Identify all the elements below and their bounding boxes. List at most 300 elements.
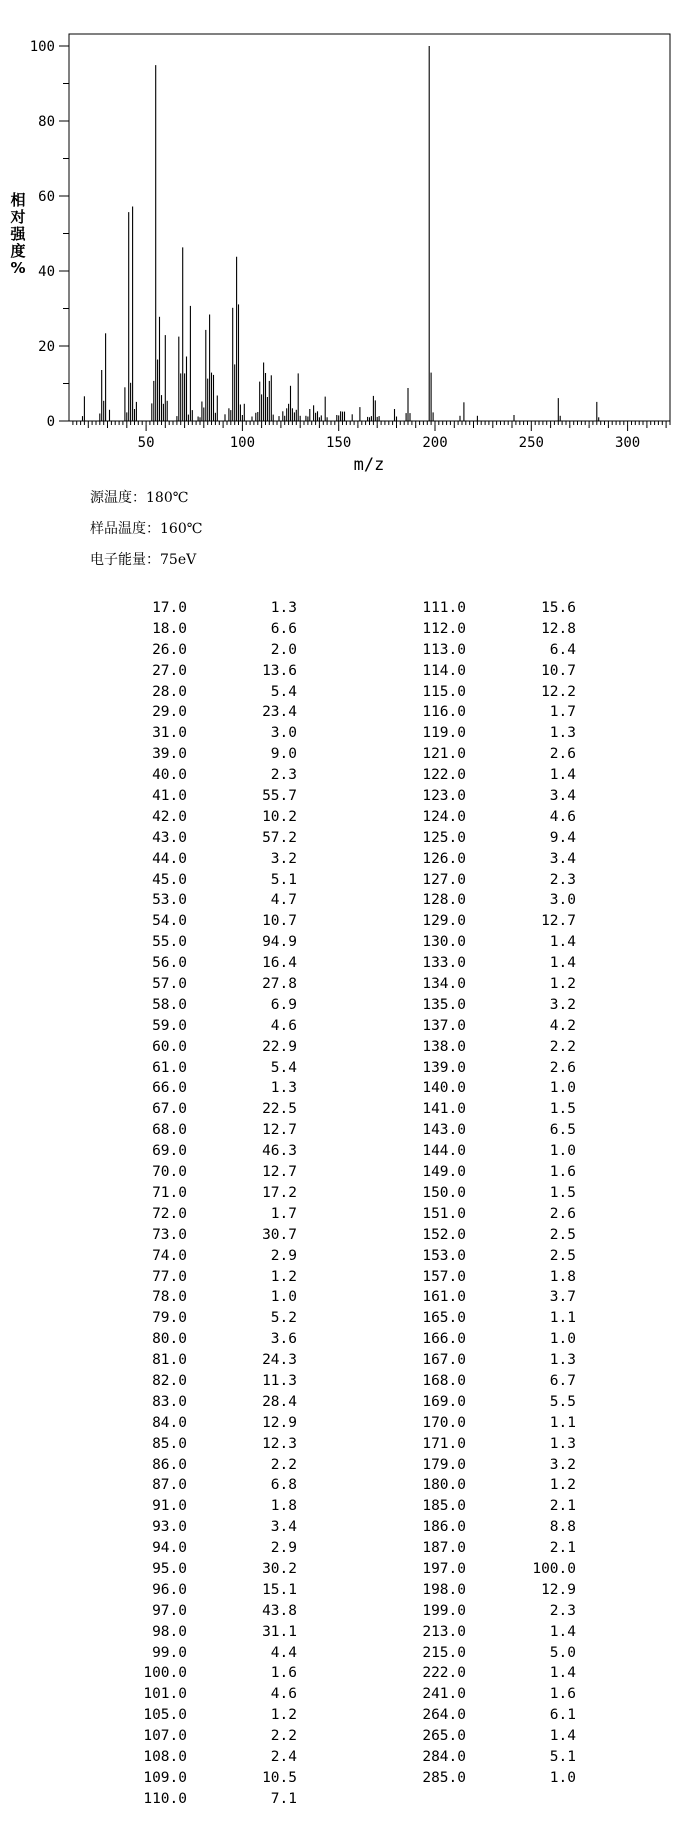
mz-value: 133.0 — [422, 955, 466, 972]
mz-value: 74.0 — [152, 1247, 187, 1264]
x-tick-label: 100 — [229, 435, 256, 451]
table-row — [400, 974, 576, 995]
abundance-value: 6.8 — [270, 1477, 297, 1494]
mz-value: 187.0 — [422, 1540, 466, 1557]
table-row — [400, 828, 576, 849]
mz-value: 54.0 — [152, 913, 187, 930]
mz-value: 241.0 — [422, 1686, 466, 1703]
mz-value: 186.0 — [422, 1519, 466, 1536]
table-row — [121, 932, 297, 953]
mz-value: 61.0 — [152, 1059, 187, 1076]
abundance-value: 16.4 — [262, 955, 297, 972]
abundance-value: 6.5 — [549, 1122, 576, 1139]
mz-value: 222.0 — [422, 1665, 466, 1682]
abundance-value: 1.6 — [270, 1665, 297, 1682]
abundance-value: 94.9 — [262, 934, 297, 951]
mz-value: 99.0 — [152, 1644, 187, 1661]
mz-value: 171.0 — [422, 1435, 466, 1452]
table-row — [400, 1726, 576, 1747]
mz-value: 107.0 — [143, 1728, 187, 1745]
table-row — [400, 1016, 576, 1037]
abundance-value: 1.6 — [549, 1686, 576, 1703]
mz-value: 138.0 — [422, 1038, 466, 1055]
y-tick-label: 0 — [46, 414, 55, 430]
abundance-value: 24.3 — [262, 1352, 297, 1369]
table-row — [121, 1601, 297, 1622]
table-row — [400, 1496, 576, 1517]
abundance-value: 4.6 — [270, 1017, 297, 1034]
abundance-value: 2.6 — [549, 1059, 576, 1076]
table-row — [121, 1726, 297, 1747]
abundance-value: 10.2 — [262, 808, 297, 825]
mz-value: 144.0 — [422, 1143, 466, 1160]
mz-value: 91.0 — [152, 1498, 187, 1515]
mz-value: 87.0 — [152, 1477, 187, 1494]
table-row — [400, 1517, 576, 1538]
table-row — [400, 849, 576, 870]
table-row — [400, 870, 576, 891]
x-tick-label: 300 — [614, 435, 641, 451]
mz-value: 94.0 — [152, 1540, 187, 1557]
mz-value: 66.0 — [152, 1080, 187, 1097]
abundance-value: 57.2 — [262, 829, 297, 846]
table-row — [400, 1559, 576, 1580]
mz-value: 140.0 — [422, 1080, 466, 1097]
table-row — [121, 1141, 297, 1162]
table-row — [400, 1058, 576, 1079]
x-tick-label: 250 — [518, 435, 544, 451]
abundance-value: 2.3 — [549, 1602, 576, 1619]
mz-value: 67.0 — [152, 1101, 187, 1118]
mz-value: 58.0 — [152, 996, 187, 1013]
mz-value: 70.0 — [152, 1164, 187, 1181]
table-row — [400, 744, 576, 765]
y-axis-ticks — [30, 39, 69, 430]
mz-value: 81.0 — [152, 1352, 187, 1369]
mz-value: 134.0 — [422, 976, 466, 993]
mz-value: 116.0 — [422, 704, 466, 721]
mz-value: 82.0 — [152, 1372, 187, 1389]
mz-value: 113.0 — [422, 641, 466, 658]
mz-value: 127.0 — [422, 871, 466, 888]
table-row — [400, 807, 576, 828]
abundance-value: 5.1 — [270, 871, 297, 888]
mz-value: 198.0 — [422, 1581, 466, 1598]
abundance-value: 4.6 — [270, 1686, 297, 1703]
mz-value: 77.0 — [152, 1268, 187, 1285]
table-row — [121, 1120, 297, 1141]
y-tick-label: 100 — [29, 39, 55, 55]
mz-value: 93.0 — [152, 1519, 187, 1536]
mz-value: 157.0 — [422, 1268, 466, 1285]
mz-value: 124.0 — [422, 808, 466, 825]
table-row — [121, 702, 297, 723]
table-row — [400, 1601, 576, 1622]
table-row — [400, 1287, 576, 1308]
mz-value: 166.0 — [422, 1331, 466, 1348]
mz-value: 40.0 — [152, 767, 187, 784]
abundance-value: 12.3 — [262, 1435, 297, 1452]
table-row — [121, 1329, 297, 1350]
abundance-value: 12.7 — [541, 913, 576, 930]
abundance-value: 2.9 — [270, 1247, 297, 1264]
table-row — [121, 765, 297, 786]
table-row — [400, 682, 576, 703]
table-row — [400, 1183, 576, 1204]
mz-value: 27.0 — [152, 662, 187, 679]
mz-value: 86.0 — [152, 1456, 187, 1473]
table-row — [121, 1538, 297, 1559]
mz-value: 121.0 — [422, 746, 466, 763]
table-row — [400, 1246, 576, 1267]
abundance-value: 30.2 — [262, 1560, 297, 1577]
peak-table-left — [121, 598, 297, 1810]
mz-value: 126.0 — [422, 850, 466, 867]
table-row — [121, 1559, 297, 1580]
abundance-value: 22.5 — [262, 1101, 297, 1118]
table-row — [400, 1538, 576, 1559]
abundance-value: 4.4 — [270, 1644, 297, 1661]
abundance-value: 9.0 — [270, 746, 297, 763]
y-tick-label: 60 — [38, 189, 55, 205]
table-row — [400, 1392, 576, 1413]
abundance-value: 4.6 — [549, 808, 576, 825]
abundance-value: 6.4 — [549, 641, 576, 658]
mz-value: 180.0 — [422, 1477, 466, 1494]
abundance-value: 3.4 — [549, 788, 576, 805]
abundance-value: 1.1 — [549, 1310, 576, 1327]
abundance-value: 10.5 — [262, 1769, 297, 1786]
x-tick-label: 50 — [137, 435, 155, 451]
mz-value: 137.0 — [422, 1017, 466, 1034]
table-row — [400, 598, 576, 619]
table-row — [400, 1747, 576, 1768]
table-row — [400, 702, 576, 723]
table-row — [121, 890, 297, 911]
table-row — [121, 661, 297, 682]
abundance-value: 3.2 — [549, 996, 576, 1013]
abundance-value: 2.3 — [549, 871, 576, 888]
sample-temperature — [90, 518, 202, 538]
mz-value: 185.0 — [422, 1498, 466, 1515]
table-row — [121, 1475, 297, 1496]
mz-value: 100.0 — [143, 1665, 187, 1682]
abundance-value: 3.0 — [270, 725, 297, 742]
abundance-value: 5.5 — [549, 1393, 576, 1410]
table-row — [400, 1434, 576, 1455]
table-row — [121, 1684, 297, 1705]
abundance-value: 12.9 — [262, 1414, 297, 1431]
abundance-value: 28.4 — [262, 1393, 297, 1410]
abundance-value: 1.2 — [270, 1268, 297, 1285]
mz-value: 128.0 — [422, 892, 466, 909]
mz-value: 165.0 — [422, 1310, 466, 1327]
abundance-value: 1.0 — [270, 1289, 297, 1306]
mz-value: 143.0 — [422, 1122, 466, 1139]
mz-value: 53.0 — [152, 892, 187, 909]
table-row — [121, 995, 297, 1016]
condition-value: 75eV — [160, 552, 197, 568]
abundance-value: 1.4 — [549, 934, 576, 951]
mz-value: 125.0 — [422, 829, 466, 846]
abundance-value: 1.0 — [549, 1080, 576, 1097]
y-axis-label: 相对强度% — [10, 191, 26, 277]
table-row — [121, 1037, 297, 1058]
table-row — [400, 995, 576, 1016]
table-row — [121, 1016, 297, 1037]
abundance-value: 5.0 — [549, 1644, 576, 1661]
abundance-value: 1.8 — [549, 1268, 576, 1285]
abundance-value: 1.7 — [549, 704, 576, 721]
table-row — [400, 911, 576, 932]
mz-value: 17.0 — [152, 600, 187, 616]
table-row — [400, 1413, 576, 1434]
mass-spectrum-chart — [0, 0, 696, 480]
table-row — [121, 807, 297, 828]
abundance-value: 3.6 — [270, 1331, 297, 1348]
mz-value: 139.0 — [422, 1059, 466, 1076]
mz-value: 44.0 — [152, 850, 187, 867]
condition-label: 样品温度： — [90, 521, 160, 537]
abundance-value: 4.7 — [270, 892, 297, 909]
mz-value: 108.0 — [143, 1748, 187, 1765]
table-row — [400, 786, 576, 807]
mz-value: 130.0 — [422, 934, 466, 951]
table-row — [400, 1475, 576, 1496]
table-row — [121, 1246, 297, 1267]
mz-value: 122.0 — [422, 767, 466, 784]
table-row — [121, 744, 297, 765]
table-row — [121, 1517, 297, 1538]
abundance-value: 31.1 — [262, 1623, 297, 1640]
abundance-value: 1.0 — [549, 1143, 576, 1160]
table-row — [121, 849, 297, 870]
mz-value: 168.0 — [422, 1372, 466, 1389]
table-row — [121, 1308, 297, 1329]
mz-value: 112.0 — [422, 620, 466, 637]
table-row — [121, 1058, 297, 1079]
abundance-value: 1.5 — [549, 1184, 576, 1201]
table-row — [121, 1496, 297, 1517]
mz-value: 68.0 — [152, 1122, 187, 1139]
abundance-value: 22.9 — [262, 1038, 297, 1055]
abundance-value: 12.7 — [262, 1122, 297, 1139]
table-row — [400, 1225, 576, 1246]
abundance-value: 1.2 — [549, 1477, 576, 1494]
abundance-value: 4.2 — [549, 1017, 576, 1034]
table-row — [400, 932, 576, 953]
mz-value: 141.0 — [422, 1101, 466, 1118]
table-row — [121, 1434, 297, 1455]
mz-value: 119.0 — [422, 725, 466, 742]
abundance-value: 3.2 — [270, 850, 297, 867]
abundance-value: 23.4 — [262, 704, 297, 721]
abundance-value: 1.1 — [549, 1414, 576, 1431]
table-row — [121, 1225, 297, 1246]
abundance-value: 1.4 — [549, 955, 576, 972]
abundance-value: 46.3 — [262, 1143, 297, 1160]
mz-value: 110.0 — [143, 1790, 187, 1807]
table-row — [400, 1329, 576, 1350]
table-row — [121, 598, 297, 619]
abundance-value: 6.1 — [549, 1707, 576, 1724]
table-row — [121, 828, 297, 849]
abundance-value: 1.2 — [270, 1707, 297, 1724]
mz-value: 55.0 — [152, 934, 187, 951]
abundance-value: 8.8 — [549, 1519, 576, 1536]
abundance-value: 12.9 — [541, 1581, 576, 1598]
table-row — [121, 1768, 297, 1789]
mz-value: 18.0 — [152, 620, 187, 637]
mz-value: 97.0 — [152, 1602, 187, 1619]
table-row — [400, 765, 576, 786]
table-row — [121, 1162, 297, 1183]
table-row — [121, 786, 297, 807]
abundance-value: 5.4 — [270, 683, 297, 700]
abundance-value: 100.0 — [532, 1560, 576, 1577]
mz-value: 84.0 — [152, 1414, 187, 1431]
abundance-value: 1.3 — [270, 600, 297, 616]
abundance-value: 30.7 — [262, 1226, 297, 1243]
abundance-value: 1.4 — [549, 1728, 576, 1745]
table-row — [121, 619, 297, 640]
table-row — [400, 953, 576, 974]
mz-value: 83.0 — [152, 1393, 187, 1410]
abundance-value: 2.2 — [270, 1456, 297, 1473]
table-row — [400, 640, 576, 661]
peak-bars — [83, 46, 599, 421]
mz-value: 114.0 — [422, 662, 466, 679]
mz-value: 105.0 — [143, 1707, 187, 1724]
mz-value: 161.0 — [422, 1289, 466, 1306]
abundance-value: 2.6 — [549, 1205, 576, 1222]
abundance-value: 1.3 — [549, 1352, 576, 1369]
electron-energy — [90, 549, 196, 569]
table-row — [121, 953, 297, 974]
table-row — [121, 1643, 297, 1664]
table-row — [121, 974, 297, 995]
abundance-value: 1.3 — [549, 1435, 576, 1452]
abundance-value: 2.2 — [270, 1728, 297, 1745]
table-row — [121, 1747, 297, 1768]
abundance-value: 55.7 — [262, 788, 297, 805]
mz-value: 149.0 — [422, 1164, 466, 1181]
table-row — [121, 640, 297, 661]
table-row — [400, 1204, 576, 1225]
abundance-value: 1.5 — [549, 1101, 576, 1118]
mz-value: 73.0 — [152, 1226, 187, 1243]
table-row — [400, 619, 576, 640]
mz-value: 151.0 — [422, 1205, 466, 1222]
mz-value: 152.0 — [422, 1226, 466, 1243]
table-row — [400, 661, 576, 682]
mz-value: 78.0 — [152, 1289, 187, 1306]
table-row — [121, 1350, 297, 1371]
condition-label: 源温度： — [90, 490, 146, 506]
table-row — [400, 1684, 576, 1705]
table-row — [121, 1663, 297, 1684]
abundance-value: 6.9 — [270, 996, 297, 1013]
abundance-value: 11.3 — [262, 1372, 297, 1389]
mz-value: 60.0 — [152, 1038, 187, 1055]
abundance-value: 12.2 — [541, 683, 576, 700]
abundance-value: 7.1 — [270, 1790, 297, 1807]
abundance-value: 43.8 — [262, 1602, 297, 1619]
table-row — [400, 1350, 576, 1371]
abundance-value: 1.7 — [270, 1205, 297, 1222]
table-row — [400, 1141, 576, 1162]
mz-value: 95.0 — [152, 1560, 187, 1577]
mz-value: 31.0 — [152, 725, 187, 742]
table-row — [121, 682, 297, 703]
abundance-value: 1.8 — [270, 1498, 297, 1515]
mz-value: 59.0 — [152, 1017, 187, 1034]
x-tick-label: 200 — [422, 435, 448, 451]
table-row — [121, 1371, 297, 1392]
table-row — [121, 1099, 297, 1120]
condition-value: 180℃ — [146, 490, 189, 506]
mz-value: 169.0 — [422, 1393, 466, 1410]
abundance-value: 6.7 — [549, 1372, 576, 1389]
abundance-value: 1.3 — [270, 1080, 297, 1097]
table-row — [121, 1267, 297, 1288]
mz-value: 150.0 — [422, 1184, 466, 1201]
y-tick-label: 20 — [38, 339, 55, 355]
abundance-value: 12.8 — [541, 620, 576, 637]
abundance-value: 5.1 — [549, 1748, 576, 1765]
mz-value: 285.0 — [422, 1769, 466, 1786]
table-row — [121, 1204, 297, 1225]
mz-value: 213.0 — [422, 1623, 466, 1640]
mz-value: 215.0 — [422, 1644, 466, 1661]
mz-value: 284.0 — [422, 1748, 466, 1765]
abundance-value: 27.8 — [262, 976, 297, 993]
abundance-value: 3.4 — [270, 1519, 297, 1536]
table-row — [400, 1580, 576, 1601]
mz-value: 199.0 — [422, 1602, 466, 1619]
mz-value: 98.0 — [152, 1623, 187, 1640]
mz-value: 26.0 — [152, 641, 187, 658]
abundance-value: 2.4 — [270, 1748, 297, 1765]
abundance-value: 17.2 — [262, 1184, 297, 1201]
peak-table-right — [400, 598, 576, 1789]
table-row — [121, 1622, 297, 1643]
mz-value: 129.0 — [422, 913, 466, 930]
x-axis-label: m/z — [353, 455, 385, 475]
table-row — [121, 1705, 297, 1726]
table-row — [121, 870, 297, 891]
table-row — [400, 1120, 576, 1141]
mz-value: 69.0 — [152, 1143, 187, 1160]
table-row — [400, 723, 576, 744]
table-row — [400, 1663, 576, 1684]
abundance-value: 1.4 — [549, 767, 576, 784]
mz-value: 179.0 — [422, 1456, 466, 1473]
table-row — [400, 890, 576, 911]
abundance-value: 1.0 — [549, 1769, 576, 1786]
mz-value: 123.0 — [422, 788, 466, 805]
abundance-value: 2.3 — [270, 767, 297, 784]
source-temperature — [90, 487, 188, 507]
condition-label: 电子能量： — [90, 552, 160, 568]
mz-value: 43.0 — [152, 829, 187, 846]
mz-value: 57.0 — [152, 976, 187, 993]
table-row — [400, 1622, 576, 1643]
table-row — [400, 1162, 576, 1183]
table-row — [400, 1705, 576, 1726]
abundance-value: 1.0 — [549, 1331, 576, 1348]
table-row — [400, 1099, 576, 1120]
